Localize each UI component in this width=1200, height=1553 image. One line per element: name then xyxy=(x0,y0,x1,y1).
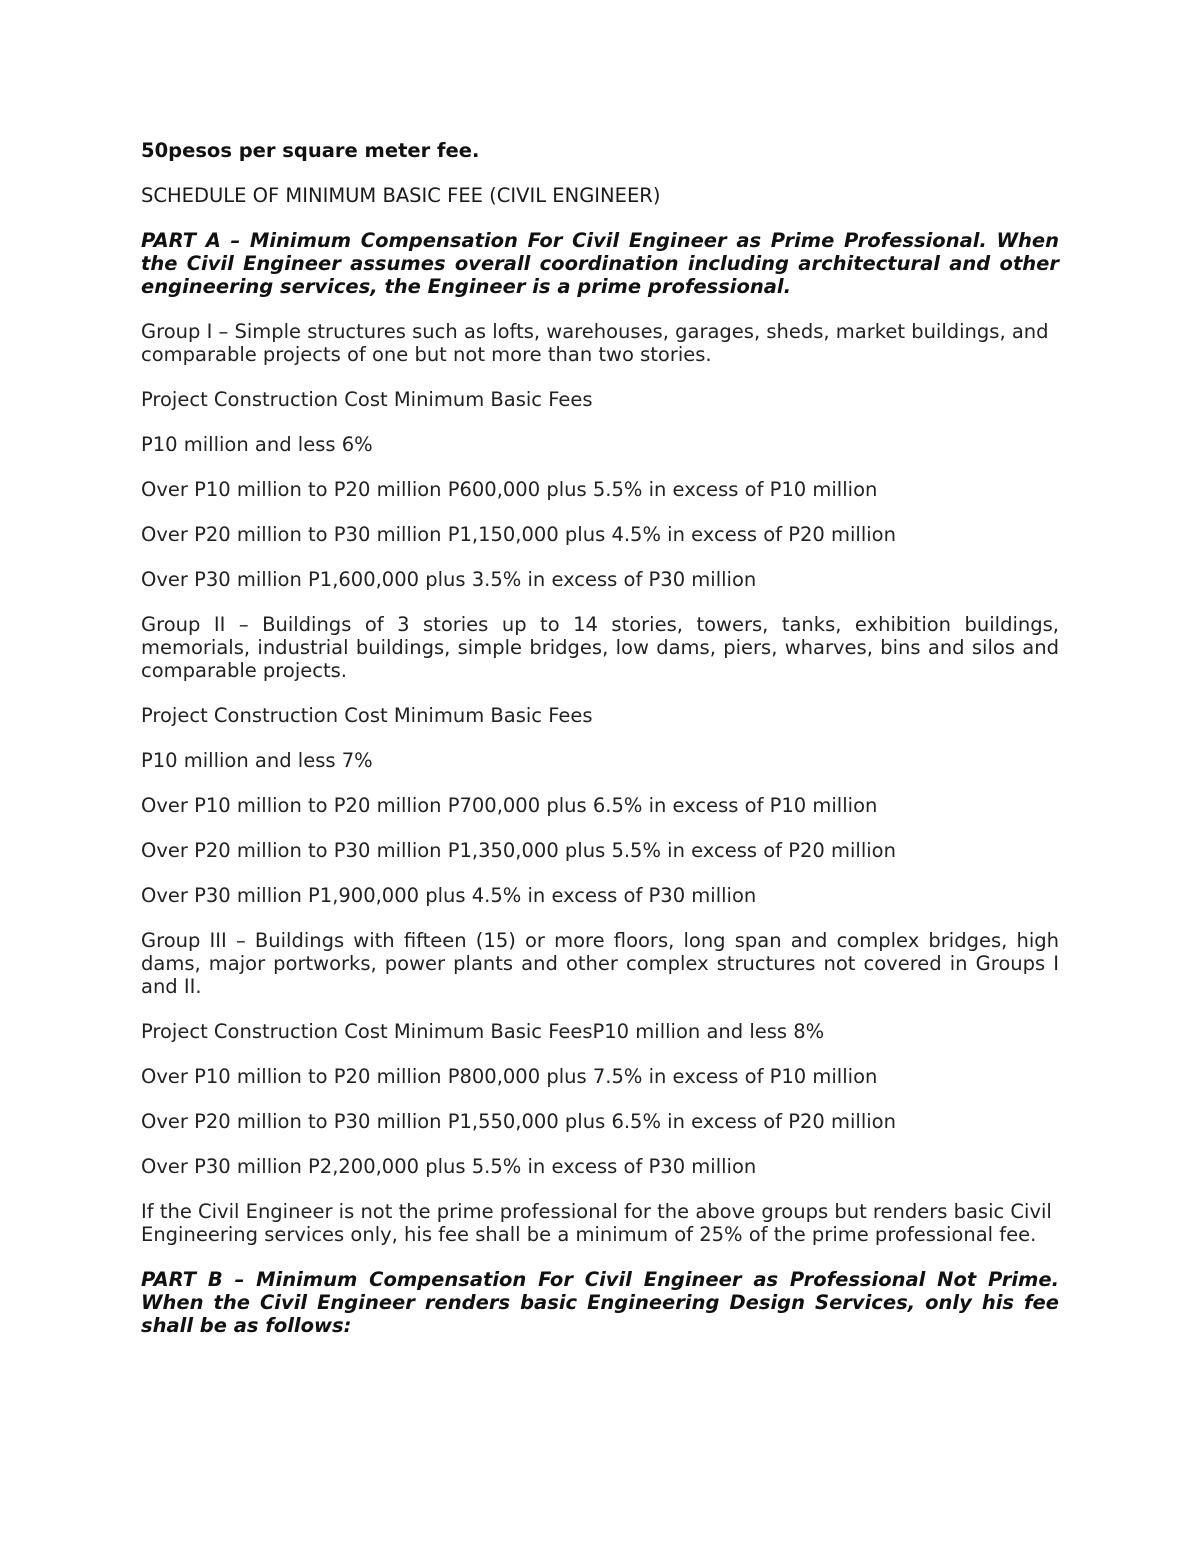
group-3-row: Over P20 million to P30 million P1,550,000 plus 6.5% in excess of P20 million xyxy=(141,1110,896,1133)
group-1-description: Group I – Simple structures such as lofts, warehouses, garages, sheds, market buildings, and comparable projects of one but not more than two stories. xyxy=(141,320,1049,366)
part-a-paragraph: PART A – Minimum Compensation For Civil Engineer as Prime Professional. When the Civil Engineer assumes overall coordination including architectural and other engineering services, the Engineer is a prime professional. xyxy=(141,229,1059,298)
part-b-paragraph: PART B – Minimum Compensation For Civil Engineer as Professional Not Prime. When the Civil Engineer renders basic Engineering Design Services, only his fee shall be as follows: xyxy=(141,1268,1059,1337)
schedule-heading: SCHEDULE OF MINIMUM BASIC FEE (CIVIL ENGINEER) xyxy=(141,184,661,207)
fee-line: 50pesos per square meter fee. xyxy=(141,139,480,162)
group-3-row: Over P30 million P2,200,000 plus 5.5% in excess of P30 million xyxy=(141,1155,757,1178)
group-2-row: Over P10 million to P20 million P700,000 plus 6.5% in excess of P10 million xyxy=(141,794,878,817)
not-prime-note: If the Civil Engineer is not the prime professional for the above groups but renders basic Civil Engineering services only, his fee shall be a minimum of 25% of the prime professional fee. xyxy=(141,1200,1052,1246)
group-2-table-header: Project Construction Cost Minimum Basic Fees xyxy=(141,704,593,727)
group-1-table-header: Project Construction Cost Minimum Basic Fees xyxy=(141,388,593,411)
group-1-row: P10 million and less 6% xyxy=(141,433,373,456)
document-page xyxy=(141,139,1059,1359)
group-3-table-header: Project Construction Cost Minimum Basic FeesP10 million and less 8% xyxy=(141,1020,825,1043)
group-2-row: Over P30 million P1,900,000 plus 4.5% in excess of P30 million xyxy=(141,884,757,907)
group-3-row: Over P10 million to P20 million P800,000 plus 7.5% in excess of P10 million xyxy=(141,1065,878,1088)
group-1-row: Over P20 million to P30 million P1,150,000 plus 4.5% in excess of P20 million xyxy=(141,523,896,546)
group-2-description: Group II – Buildings of 3 stories up to 14 stories, towers, tanks, exhibition buildings, memorials, industrial buildings, simple bridges, low dams, piers, wharves, bins and silos and comparable projects. xyxy=(141,613,1059,682)
group-2-row: P10 million and less 7% xyxy=(141,749,373,772)
group-3-description: Group III – Buildings with fifteen (15) or more floors, long span and complex bridges, high dams, major portworks, power plants and other complex structures not covered in Groups I and II. xyxy=(141,929,1059,998)
group-1-row: Over P30 million P1,600,000 plus 3.5% in excess of P30 million xyxy=(141,568,757,591)
group-1-row: Over P10 million to P20 million P600,000 plus 5.5% in excess of P10 million xyxy=(141,478,878,501)
group-2-row: Over P20 million to P30 million P1,350,000 plus 5.5% in excess of P20 million xyxy=(141,839,896,862)
